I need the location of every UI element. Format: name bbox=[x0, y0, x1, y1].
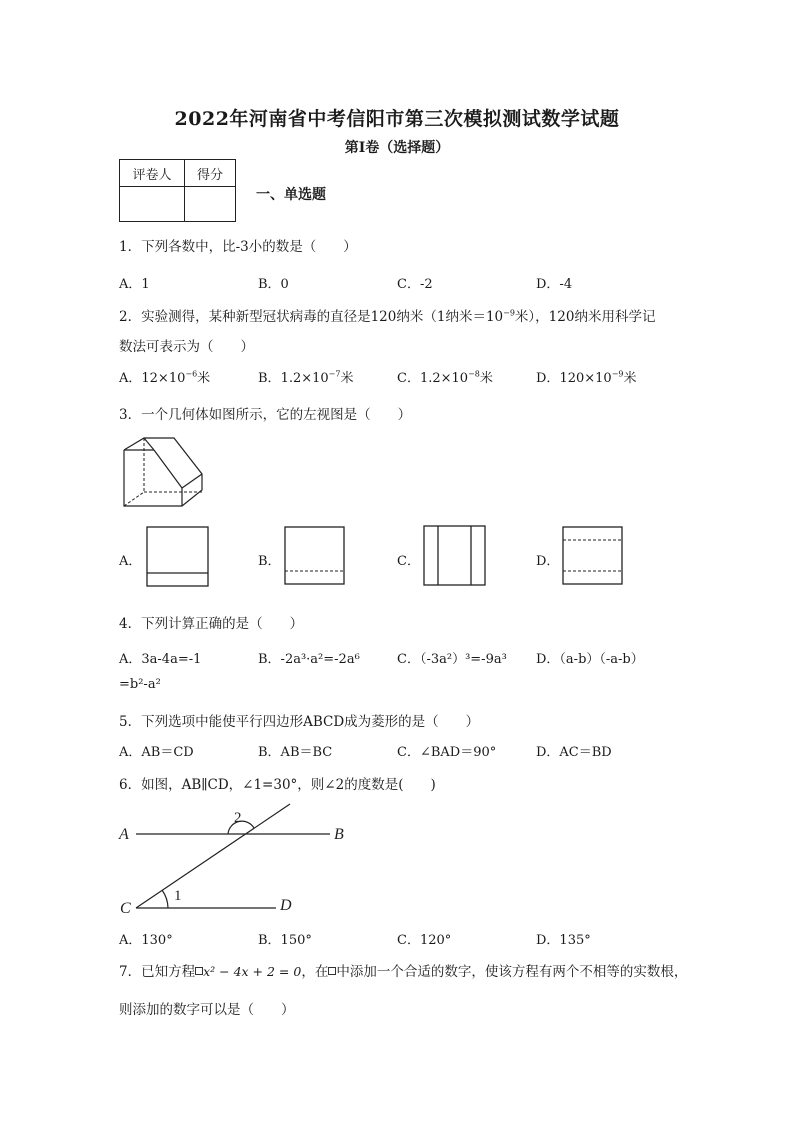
q7-stem-part2: ，在 bbox=[301, 964, 329, 980]
q6-label-b: B bbox=[334, 826, 344, 843]
q2-stem-exponent: −9 bbox=[503, 308, 515, 318]
q1-option-a: A．1 bbox=[119, 277, 150, 292]
q4-option-b: B．-2a³·a²=-2a⁶ bbox=[258, 652, 360, 667]
q4-stem: 4．下列计算正确的是（ ） bbox=[119, 616, 304, 632]
q2-option-a: A．$12\times 10^{-6}$米 bbox=[119, 369, 211, 386]
q2-stem-line2: 数法可表示为（ ） bbox=[119, 339, 254, 355]
q6-parallel-lines-figure bbox=[116, 798, 356, 920]
q5-option-c: C．∠BAD＝90° bbox=[397, 745, 497, 760]
q5-option-b: B．AB＝BC bbox=[258, 745, 333, 760]
grader-header: 评卷人 bbox=[120, 160, 185, 187]
grader-cell bbox=[120, 187, 185, 222]
q2-stem-part1: 2．实验测得，某种新型冠状病毒的直径是120纳米（1纳米＝10 bbox=[119, 309, 504, 325]
q7-stem-part1: 7．已知方程 bbox=[119, 964, 196, 980]
q2-stem-part2: 米），120纳米用科学记 bbox=[514, 309, 656, 325]
score-table bbox=[119, 159, 236, 222]
q3-option-d-figure bbox=[562, 526, 624, 586]
q7-stem-part3: 中添加一个合适的数字，使该方程有两个不相等的实数根， bbox=[336, 964, 688, 980]
q3-solid-figure bbox=[118, 436, 210, 508]
q7-equation: x² − 4x + 2 = 0 bbox=[203, 964, 302, 979]
q6-option-a: A．130° bbox=[119, 933, 173, 948]
q5-stem: 5．下列选项中能使平行四边形ABCD成为菱形的是（ ） bbox=[119, 714, 480, 730]
q2-stem bbox=[119, 305, 655, 325]
q7-stem bbox=[119, 960, 687, 980]
q1-option-c: C．-2 bbox=[397, 277, 433, 292]
q1-option-d: D．-4 bbox=[536, 277, 573, 292]
q2-option-b: B．$1.2\times 10^{-7}$米 bbox=[258, 369, 354, 386]
q3-option-c-label: C． bbox=[397, 554, 420, 569]
q7-blank-box-icon bbox=[195, 967, 203, 975]
q4-option-a: A．3a-4a=-1 bbox=[119, 652, 202, 667]
q3-option-b-figure bbox=[284, 526, 346, 586]
q6-label-d: D bbox=[280, 897, 292, 914]
q6-stem: 6．如图，AB∥CD，∠1=30°，则∠2的度数是( ) bbox=[119, 777, 436, 793]
q1-option-b: B．0 bbox=[258, 277, 289, 292]
exam-title: 2022年河南省中考信阳市第三次模拟测试数学试题 bbox=[174, 108, 620, 130]
q4-option-d: D．（a-b）（-a-b） bbox=[536, 652, 644, 667]
q6-option-b: B．150° bbox=[258, 933, 312, 948]
q6-angle-2-label: 2 bbox=[234, 810, 242, 826]
q6-option-d: D．135° bbox=[536, 933, 591, 948]
q7-stem-line2: 则添加的数字可以是（ ） bbox=[119, 1002, 295, 1018]
q5-option-a: A．AB＝CD bbox=[119, 745, 194, 760]
q3-option-b-label: B． bbox=[258, 554, 281, 569]
q5-option-d: D．AC＝BD bbox=[536, 745, 612, 760]
q4-option-c: C．（-3a²）³=-9a³ bbox=[397, 652, 507, 667]
q3-option-a-label: A． bbox=[119, 554, 142, 569]
volume-subtitle: 第I卷（选择题） bbox=[344, 140, 450, 156]
q6-option-c: C．120° bbox=[397, 933, 452, 948]
q6-label-a: A bbox=[119, 826, 129, 843]
q3-stem: 3．一个几何体如图所示，它的左视图是（ ） bbox=[119, 407, 412, 423]
q3-option-d-label: D． bbox=[536, 554, 560, 569]
q1-stem: 1．下列各数中，比-3小的数是（ ） bbox=[119, 239, 357, 255]
score-cell bbox=[185, 187, 236, 222]
q6-label-c: C bbox=[120, 900, 131, 917]
q2-option-c: C．$1.2\times 10^{-8}$米 bbox=[397, 369, 493, 386]
section-title: 一、单选题 bbox=[256, 187, 326, 203]
q4-option-d-continuation: =b²-a² bbox=[119, 677, 161, 692]
q3-option-a-figure bbox=[146, 526, 210, 588]
q2-option-d: D．$120\times 10^{-9}$米 bbox=[536, 369, 637, 386]
score-header: 得分 bbox=[185, 160, 236, 187]
q3-option-c-figure bbox=[423, 525, 487, 587]
q6-angle-1-label: 1 bbox=[174, 888, 182, 904]
